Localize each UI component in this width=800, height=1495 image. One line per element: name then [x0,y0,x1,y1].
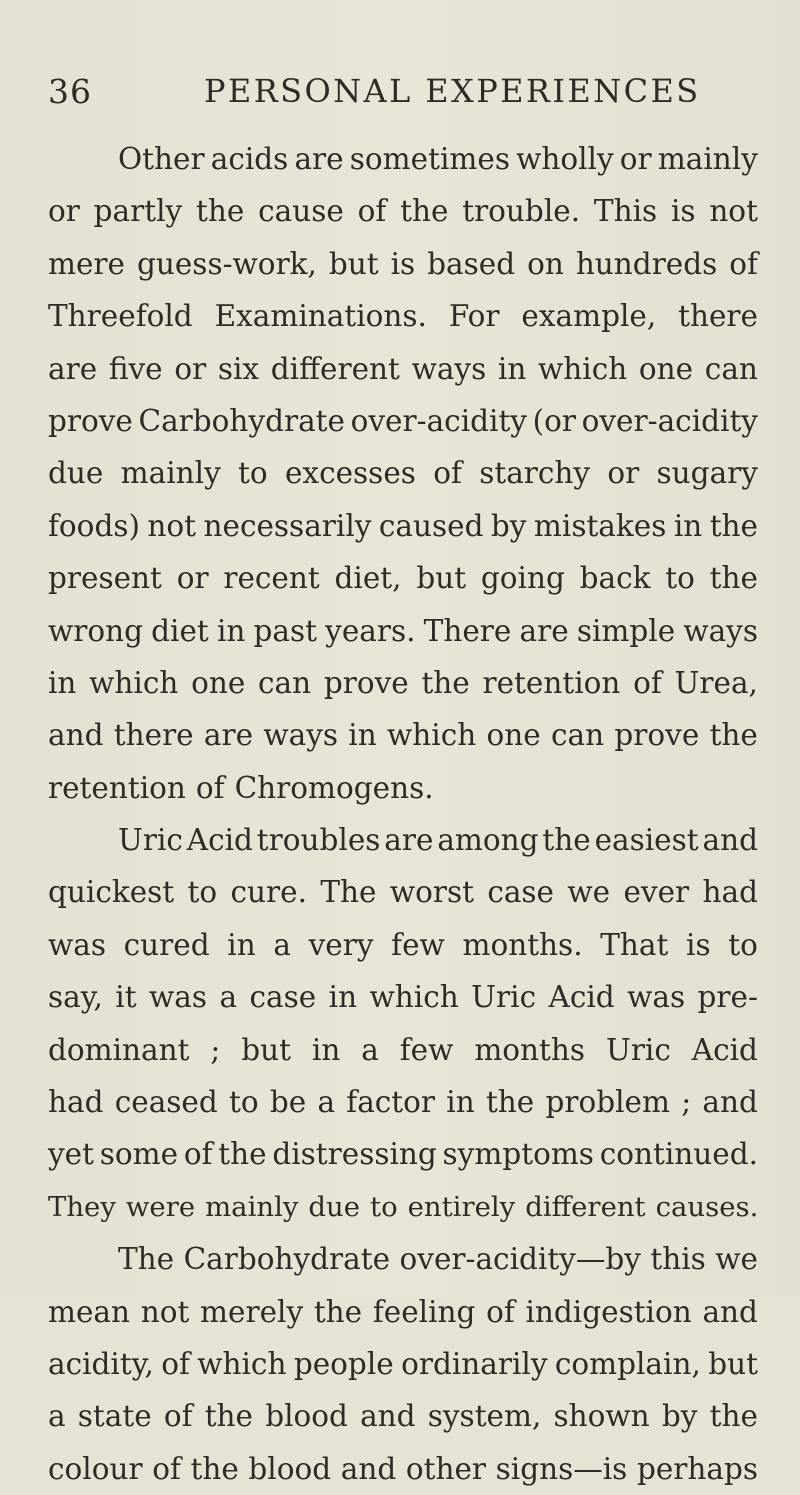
text-line: mere guess-work, but is based on hundreds of [48,246,758,281]
text-line: prove Carbohydrate over-acidity (or over-acidity [48,403,758,438]
text-line: They were mainly due to entirely different causes. [48,1190,759,1223]
text-line: yet some of the distressing symptoms continued. [48,1137,758,1172]
text-line: are five or six different ways in which one can [48,351,758,386]
text-line: wrong diet in past years. There are simple ways [48,613,758,648]
page-number: 36 [48,72,92,111]
text-line: quickest to cure. The worst case we ever had [48,875,758,910]
text-line: Uric Acid troubles are among the easiest and [118,823,758,858]
text-line: due mainly to excesses of starchy or sugary [48,456,758,491]
text-line: mean not merely the feeling of indigestion and [48,1294,758,1329]
text-line: in which one can prove the retention of Urea, [48,665,758,700]
text-line: dominant ; but in a few months Uric Acid [48,1032,758,1067]
text-line: present or recent diet, but going back to the [48,561,758,596]
text-line: acidity, of which people ordinarily complain, but [48,1346,758,1381]
text-line: Threefold Examinations. For example, there [48,299,758,334]
running-head [48,72,768,132]
text-line: a state of the blood and system, shown by the [48,1399,758,1434]
text-line: say, it was a case in which Uric Acid was pre- [48,980,758,1015]
text-line: Other acids are sometimes wholly or mainly [118,142,758,176]
text-line: The Carbohydrate over-acidity—by this we [118,1242,758,1277]
text-line: had ceased to be a factor in the problem ; and [48,1085,758,1120]
text-line: colour of the blood and other signs—is perhaps [48,1451,758,1486]
body-text [48,133,758,1495]
text-line: retention of Chromogens. [48,770,434,805]
running-head-title: PERSONAL EXPERIENCES [204,72,701,110]
text-line: foods) not necessarily caused by mistakes in the [48,508,758,543]
text-line: or partly the cause of the trouble. This is not [48,194,758,229]
text-line: and there are ways in which one can prove the [48,718,758,753]
text-line: was cured in a very few months. That is to [48,927,758,962]
